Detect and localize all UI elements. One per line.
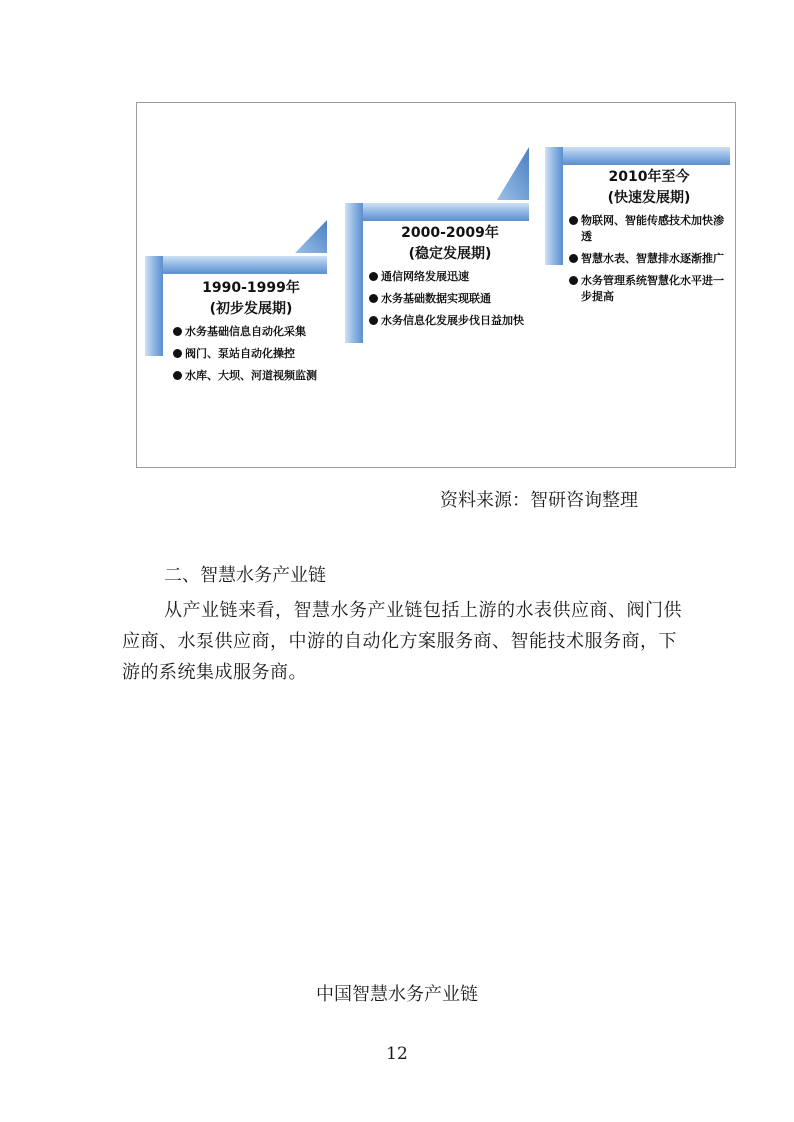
list-item: 阀门、泵站自动化操控 — [173, 346, 329, 362]
stage-subtitle: (快速发展期) — [607, 190, 691, 206]
stage-2000-2009 — [345, 145, 535, 345]
timeline-figure — [136, 102, 736, 468]
body-paragraph: 从产业链来看，智慧水务产业链包括上游的水表供应商、阀门供应商、水泵供应商，中游的自动化方案服务商、智能技术服务商，下游的系统集成服务商。 — [122, 600, 682, 683]
list-item: 水务信息化发展步伐日益加快 — [369, 313, 531, 329]
stage-2010-now — [545, 103, 735, 303]
list-item: 通信网络发展迅速 — [369, 269, 531, 285]
list-item: 物联网、智能传感技术加快渗透 — [569, 213, 729, 245]
stage-period: 1990-1999年 — [202, 280, 300, 296]
list-item: 水务基础数据实现联通 — [369, 291, 531, 307]
stage-1990-1999 — [145, 198, 331, 382]
source-note: 资料来源：智研咨询整理 — [440, 490, 638, 511]
stage-period: 2000-2009年 — [401, 225, 499, 241]
list-item: 水务管理系统智慧化水平进一步提高 — [569, 273, 729, 305]
page-number: 12 — [386, 1044, 408, 1064]
section-heading: 二、智慧水务产业链 — [164, 565, 326, 586]
list-item: 智慧水表、智慧排水逐渐推广 — [569, 251, 729, 267]
figure-caption: 中国智慧水务产业链 — [316, 984, 478, 1005]
list-item: 水库、大坝、河道视频监测 — [173, 368, 329, 384]
stage-subtitle: (初步发展期) — [209, 301, 293, 317]
stage-period: 2010年至今 — [608, 169, 690, 185]
list-item: 水务基础信息自动化采集 — [173, 324, 329, 340]
stage-subtitle: (稳定发展期) — [408, 246, 492, 262]
